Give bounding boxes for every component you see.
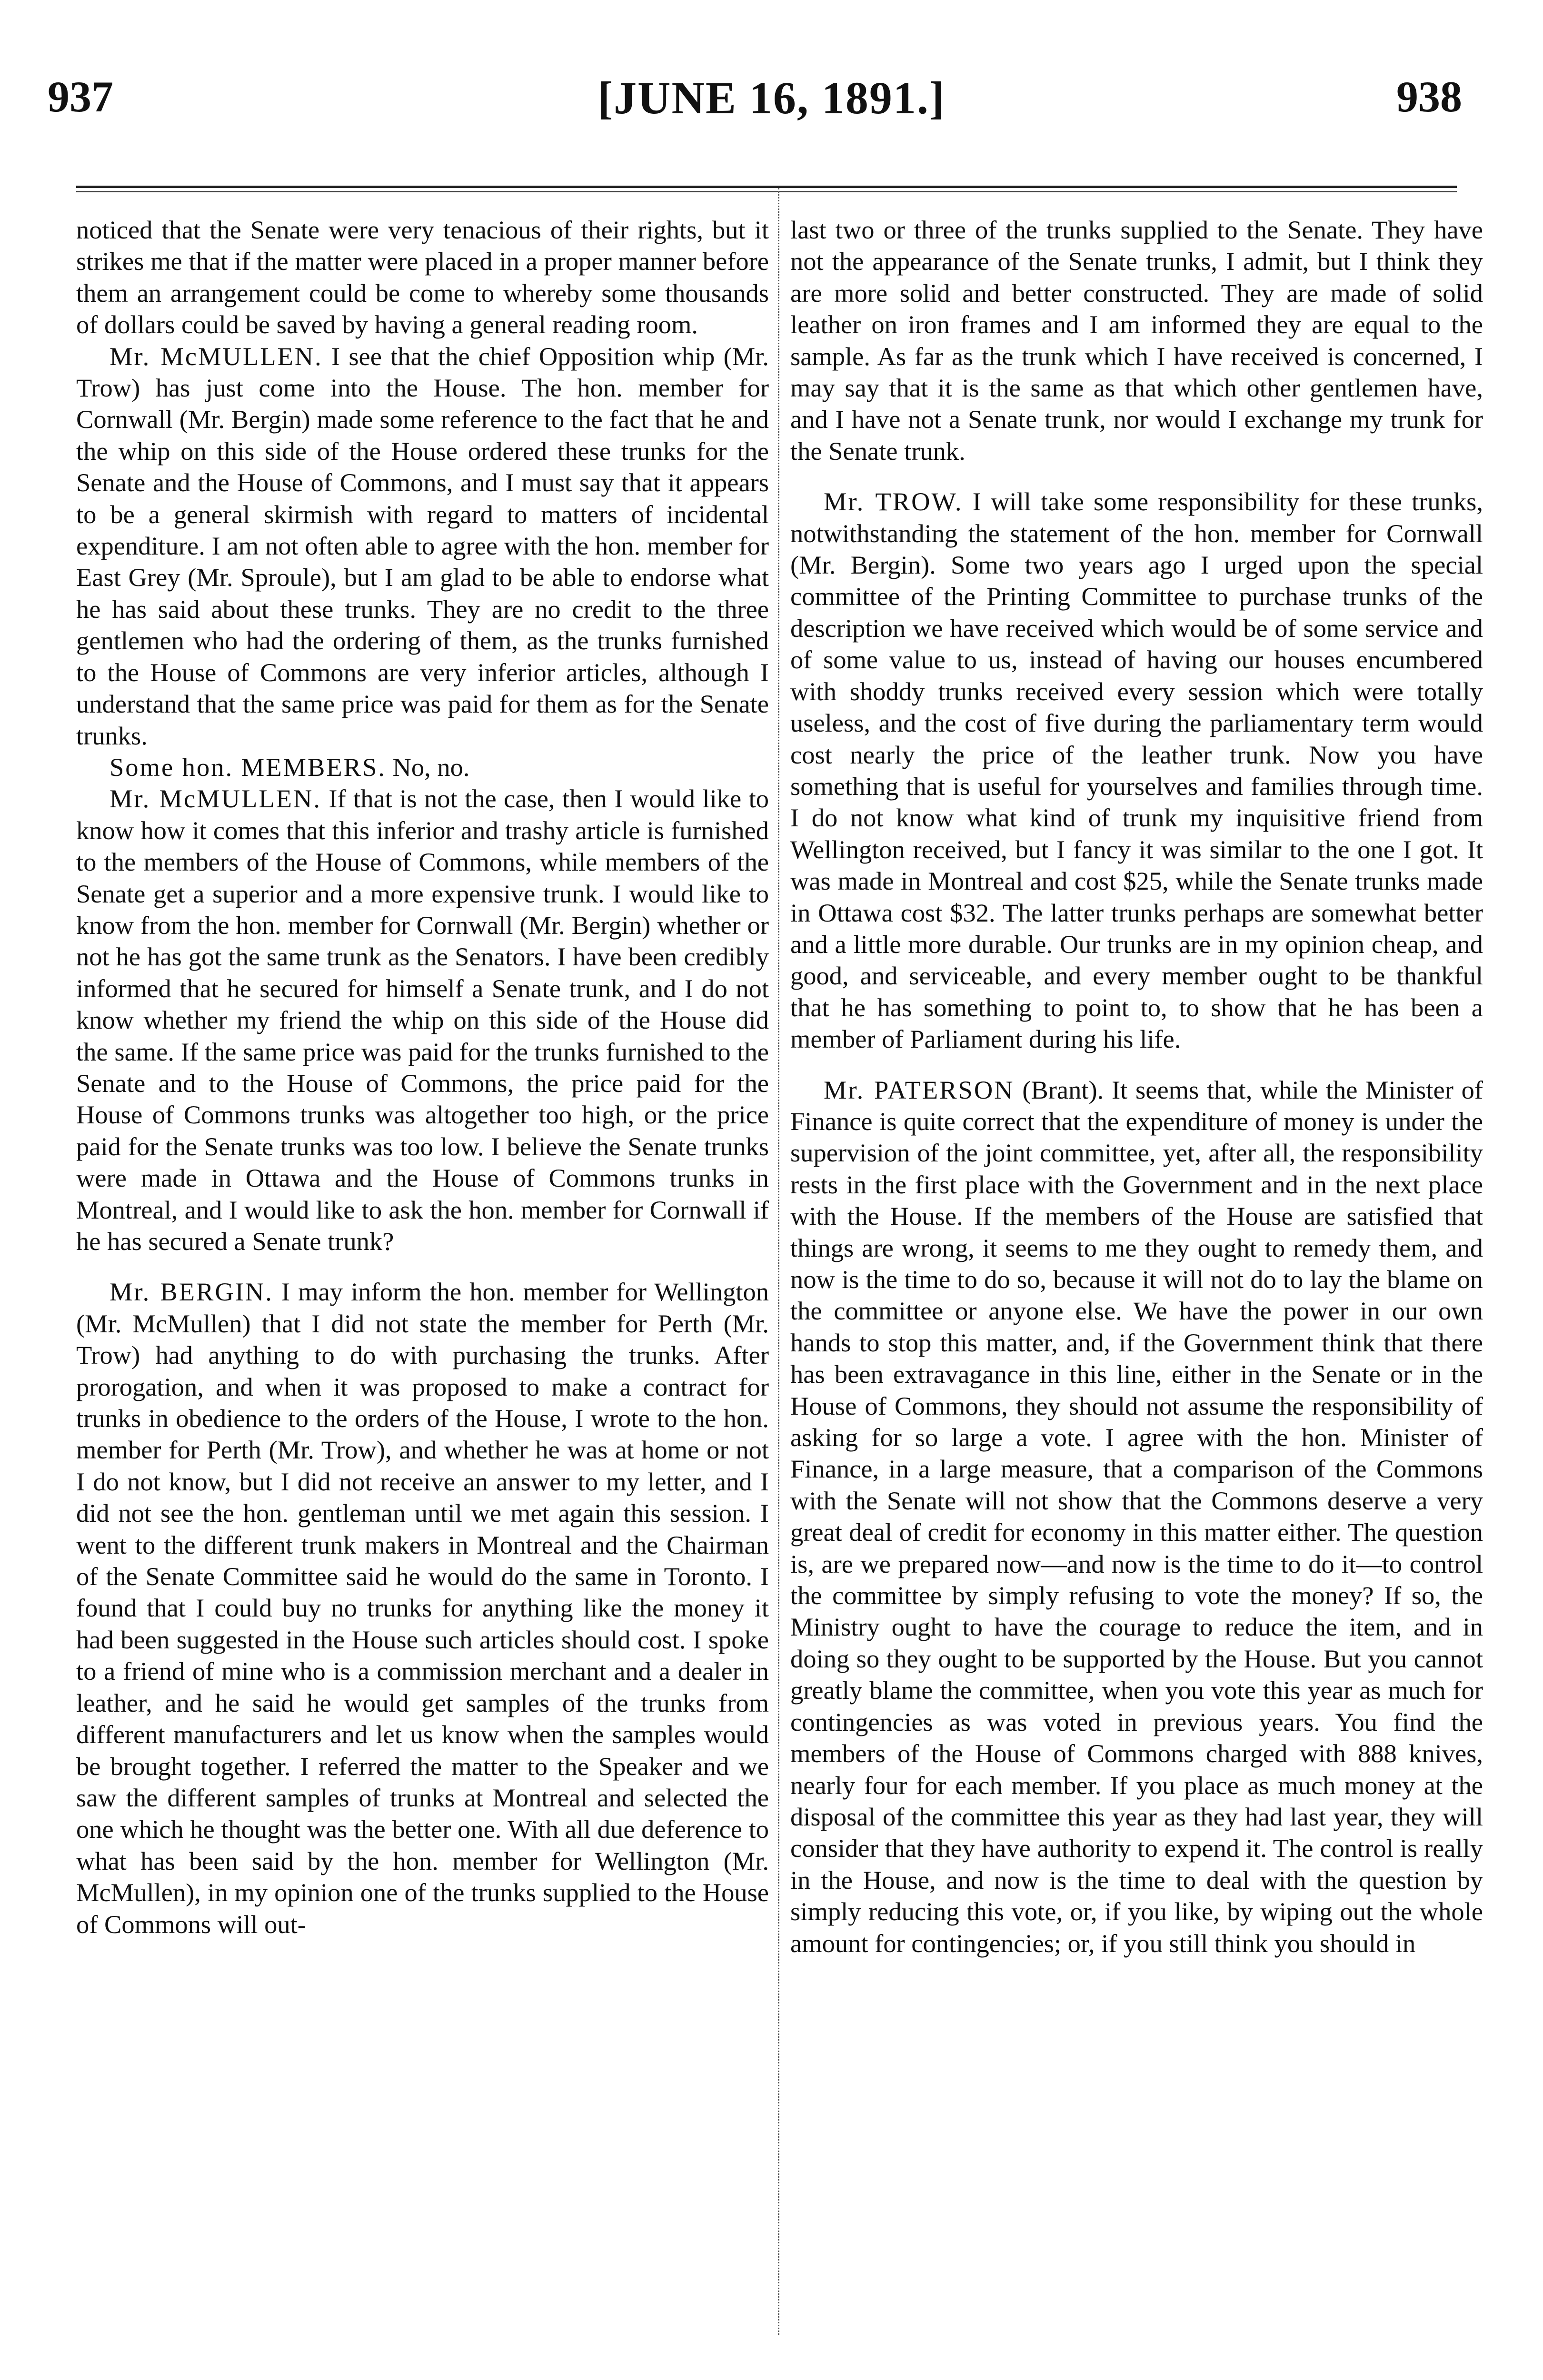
paragraph xyxy=(76,341,769,752)
speaker-name: Mr. McMULLEN. xyxy=(110,341,323,371)
column-divider xyxy=(778,188,779,2335)
left-column xyxy=(76,214,769,2318)
paragraph-text: If that is not the case, then I would like to know how it comes that this inferior and trashy article is furnished to the members of the House of Commons, while members of the Senate get a superior and a more expensive trunk. I would like to know from the hon. member for Cornwall (Mr. Bergin) whether or not he has got the same trunk as the Senators. I have been credibly informed that he secured for himself a Senate trunk, and I do not know whether my friend the whip on this side of the House did the same. If the same price was paid for the trunks furnished to the Senate and to the House of Commons, the price paid for the House of Commons trunks was altogether too high, or the price paid for the Senate trunks was too low. I believe the Senate trunks were made in Ottawa and the House of Commons trunks in Montreal, and I would like to ask the hon. member for Cornwall if he has secured a Senate trunk? xyxy=(76,784,769,1256)
speaker-name: Some hon. MEMBERS. xyxy=(110,752,386,782)
paragraph xyxy=(76,752,769,783)
page-number-right: 938 xyxy=(1396,72,1462,121)
paragraph-text: (Brant). It seems that, while the Minister of Finance is quite correct that the expenditure of money is under the supervision of the joint committee, yet, after all, the responsibility rests in the first place with the Government and in the next place with the House. If the members of the House are satisfied that things are wrong, it seems to me they ought to remedy them, and now is the time to do so, because it will not do to lay the blame on the committee or anyone else. We have the power in our own hands to stop this matter, and, if the Government think that there has been extravagance in this line, either in the Senate or in the House of Commons, they should not assume the responsibility of asking for so large a vote. I agree with the hon. Minister of Finance, in a large measure, that a comparison of the Commons with the Senate will not show that the Commons deserve a very great deal of credit for economy in this matter either. The question is, are we prepared now—and now is the time to do it—to control the committee by simply refusing to vote the money? If so, the Ministry ought to have the courage to reduce the item, and in doing so they ought to be supported by the House. But you cannot greatly blame the committee, when you vote this year as much for contingencies as was voted in previous years. You find the members of the House of Commons charged with 888 knives, nearly four for each member. If you place as much money at the disposal of the committee this year as they had last year, they will consider that they have authority to expend it. The control is really in the House, and now is the time to deal with the question by simply reducing this vote, or, if you like, by wiping out the whole amount for contingencies; or, if you still think you should in xyxy=(790,1075,1483,1958)
paragraph-text: I may inform the hon. member for Wellington (Mr. McMullen) that I did not state the member for Perth (Mr. Trow) had anything to do with purchasing the trunks. After prorogation, and when it was proposed to make a contract for trunks in obedience to the orders of the House, I wrote to the hon. member for Perth (Mr. Trow), and whether he was at home or not I do not know, but I did not receive an answer to my letter, and I did not see the hon. gentleman until we met again this session. I went to the different trunk makers in Montreal and the Chairman of the Senate Committee said he would do the same in Toronto. I found that I could buy no trunks for anything like the money it had been suggested in the House such articles should cost. I spoke to a friend of mine who is a commission merchant and a dealer in leather, and he said he would get samples of the trunks from different manufacturers and let us know when the samples would be brought together. I referred the matter to the Speaker and we saw the different samples of trunks at Montreal and selected the one which he thought was the better one. With all due deference to what has been said by the hon. member for Wellington (Mr. McMullen), in my opinion one of the trunks supplied to the House of Commons will out- xyxy=(76,1277,769,1939)
paragraph xyxy=(790,1074,1483,1959)
paragraph xyxy=(76,783,769,1257)
paragraph xyxy=(76,214,769,341)
paragraph-text: noticed that the Senate were very tenacious of their rights, but it strikes me that if the matter were placed in a proper manner before them an arrangement could be come to whereby some thousands of dollars could be saved by having a general reading room. xyxy=(76,215,769,339)
paragraph xyxy=(76,1276,769,1940)
paragraph-text: last two or three of the trunks supplied to the Senate. They have not the appearance of the Senate trunks, I admit, but I think they are more solid and better constructed. They are made of solid leather on iron frames and I am informed they are equal to the sample. As far as the trunk which I have received is concerned, I may say that it is the same as that which other gentlemen have, and I have not a Senate trunk, nor would I exchange my trunk for the Senate trunk. xyxy=(790,215,1483,466)
page-number-left: 937 xyxy=(48,72,113,121)
paragraph-text: I see that the chief Opposition whip (Mr. Trow) has just come into the House. The hon. member for Cornwall (Mr. Bergin) made some reference to the fact that he and the whip on this side of the House ordered these trunks for the Senate and the House of Commons, and I must say that it appears to be a general skirmish with regard to matters of incidental expenditure. I am not often able to agree with the hon. member for East Grey (Mr. Sproule), but I am glad to be able to endorse what he has said about these trunks. They are no credit to the three gentlemen who had the ordering of them, as the trunks furnished to the House of Commons are very inferior articles, although I understand that the same price was paid for them as for the Senate trunks. xyxy=(76,341,769,750)
speaker-name: Mr. TROW. xyxy=(824,487,963,516)
speaker-name: Mr. BERGIN. xyxy=(110,1277,273,1307)
paragraph-text: I will take some responsibility for these trunks, notwithstanding the statement of the hon. member for Cornwall (Mr. Bergin). Some two years ago I urged upon the special committee of the Printing Committee to purchase trunks of the description we have received which would be of some service and of some value to us, instead of having our houses encumbered with shoddy trunks received every session which were totally useless, and the cost of five during the parliamentary term would cost nearly the price of the leather trunk. Now you have something that is useful for yourselves and families through time. I do not know what kind of trunk my inquisitive friend from Wellington received, but I fancy it was similar to the one I got. It was made in Montreal and cost $25, while the Senate trunks made in Ottawa cost $32. The latter trunks perhaps are somewhat better and a little more durable. Our trunks are in my opinion cheap, and good, and serviceable, and every member ought to be thankful that he has something to point to, to show that he has been a member of Parliament during his life. xyxy=(790,487,1483,1054)
paragraph xyxy=(790,214,1483,467)
speaker-name: Mr. PATERSON xyxy=(824,1075,1015,1104)
speaker-name: Mr. McMULLEN. xyxy=(110,784,321,813)
paragraph xyxy=(790,486,1483,1055)
header-rule xyxy=(76,186,1457,188)
page-date: [JUNE 16, 1891.] xyxy=(597,72,946,123)
right-column xyxy=(790,214,1483,2318)
page-header xyxy=(0,71,1543,138)
header-rule-thin xyxy=(76,191,1457,192)
paragraph-text: No, no. xyxy=(386,752,470,782)
